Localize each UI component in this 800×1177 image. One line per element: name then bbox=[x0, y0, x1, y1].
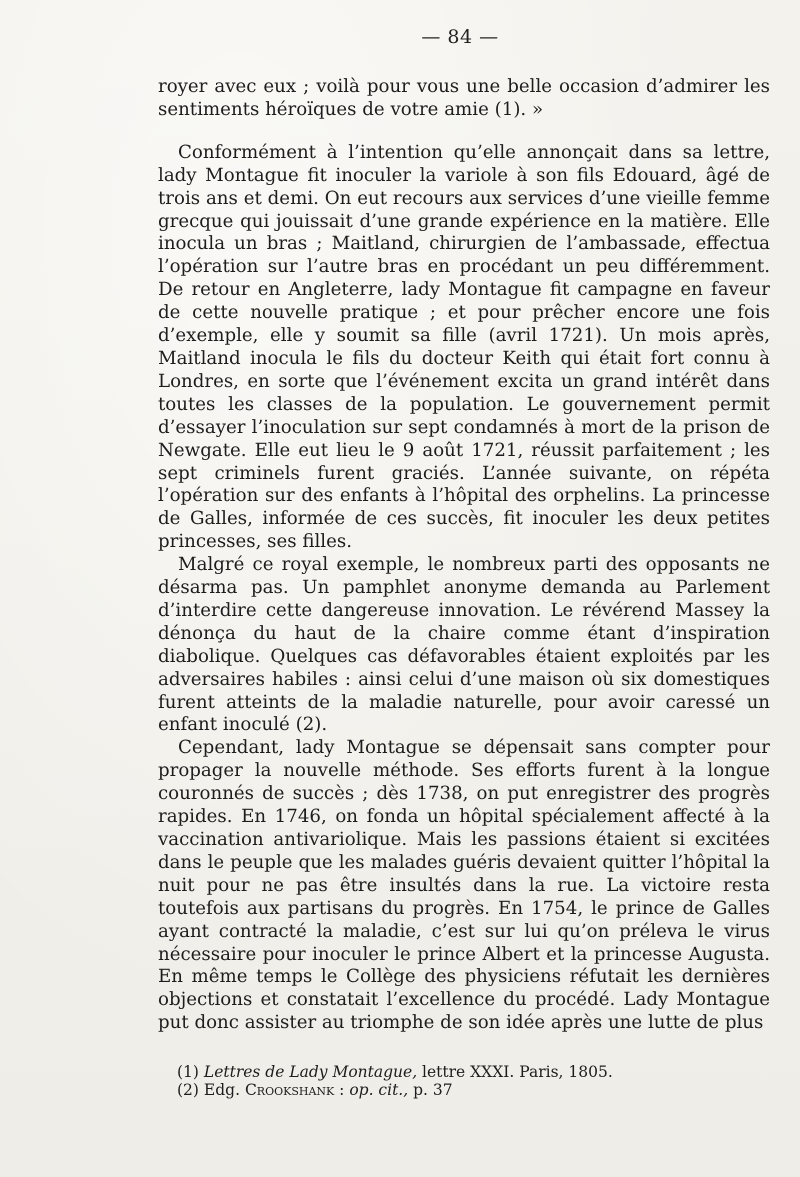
paragraph-inoculation-history: Conformément à l’intention qu’elle annonçait dans sa lettre, lady Montague fit inoculer la variole à son fils Edouard, âgé de trois ans et demi. On eut recours aux services d’une vieille femme grecque qui jouissait d’une grande expérience en la matière. Elle inocula un bras ; Maitland, chirurgien de l’ambassade, effectua l’opération sur l’autre bras en procédant un peu différemment. De retour en Angleterre, lady Montague fit campagne en faveur de cette nouvelle pratique ; et pour prêcher encore une fois d’exemple, elle y soumit sa fille (avril 1721). Un mois après, Maitland inocula le fils du docteur Keith qui était fort connu à Londres, en sorte que l’événement excita un grand intérêt dans toutes les classes de la population. Le gouvernement permit d’essayer l’inoculation sur sept condamnés à mort de la prison de Newgate. Elle eut lieu le 9 août 1721, réussit parfaitement ; les sept criminels furent graciés. L’année suivante, on répéta l’opération sur des enfants à l’hôpital des orphelins. La princesse de Galles, informée de ces succès, fit inoculer les deux petites princesses, ses filles. bbox=[158, 141, 770, 553]
footnotes bbox=[177, 1063, 697, 1099]
paragraph-opposition: Malgré ce royal exemple, le nombreux parti des opposants ne désarma pas. Un pamphlet anonyme demanda au Parlement d’interdire cette dangereuse innovation. Le révérend Massey la dénonça du haut de la chaire comme étant d’inspiration diabolique. Quelques cas défavorables étaient exploités par les adversaires habiles : ainsi celui d’une maison où six domestiques furent atteints de la maladie naturelle, pour avoir caressé un enfant inoculé (2). bbox=[158, 554, 770, 736]
footnote-2 bbox=[177, 1081, 697, 1099]
footnote-reference: op. cit., bbox=[349, 1081, 409, 1099]
body-text bbox=[158, 76, 770, 1035]
footnote-author: Crookshank bbox=[244, 1081, 335, 1099]
footnote-1 bbox=[177, 1063, 697, 1081]
footnote-marker: (1) bbox=[177, 1063, 199, 1081]
page-number: — 84 — bbox=[421, 26, 499, 48]
footnote-text: lettre XXXI. Paris, 1805. bbox=[417, 1063, 613, 1081]
footnote-title: Lettres de Lady Montague, bbox=[203, 1063, 418, 1081]
footnote-author-prefix: Edg. bbox=[203, 1081, 240, 1099]
footnote-marker: (2) bbox=[177, 1081, 199, 1099]
footnote-text: p. 37 bbox=[408, 1081, 453, 1099]
paragraph-continuation: royer avec eux ; voilà pour vous une belle occasion d’admirer les sentiments héroïques de votre amie (1). » bbox=[158, 76, 770, 120]
footnote-separator: : bbox=[334, 1081, 350, 1099]
paragraph-triumph: Cependant, lady Montague se dépensait sans compter pour propager la nouvelle méthode. Ses efforts furent à la longue couronnés de succès ; dès 1738, on put enregistrer des progrès rapides. En 1746, on fonda un hôpital spécialement affecté à la vaccination antivariolique. Mais les passions étaient si excitées dans le peuple que les malades guéris devaient quitter l’hôpital la nuit pour ne pas être insultés dans la rue. La victoire resta toutefois aux partisans du progrès. En 1754, le prince de Galles ayant contracté la maladie, c’est sur lui qu’on préleva le virus nécessaire pour inoculer le prince Albert et la princesse Augusta. En même temps le Collège des physiciens réfutait les dernières objections et constatait l’excellence du procédé. Lady Montague put donc assister au triomphe de son idée après une lutte de plus bbox=[158, 737, 770, 1034]
